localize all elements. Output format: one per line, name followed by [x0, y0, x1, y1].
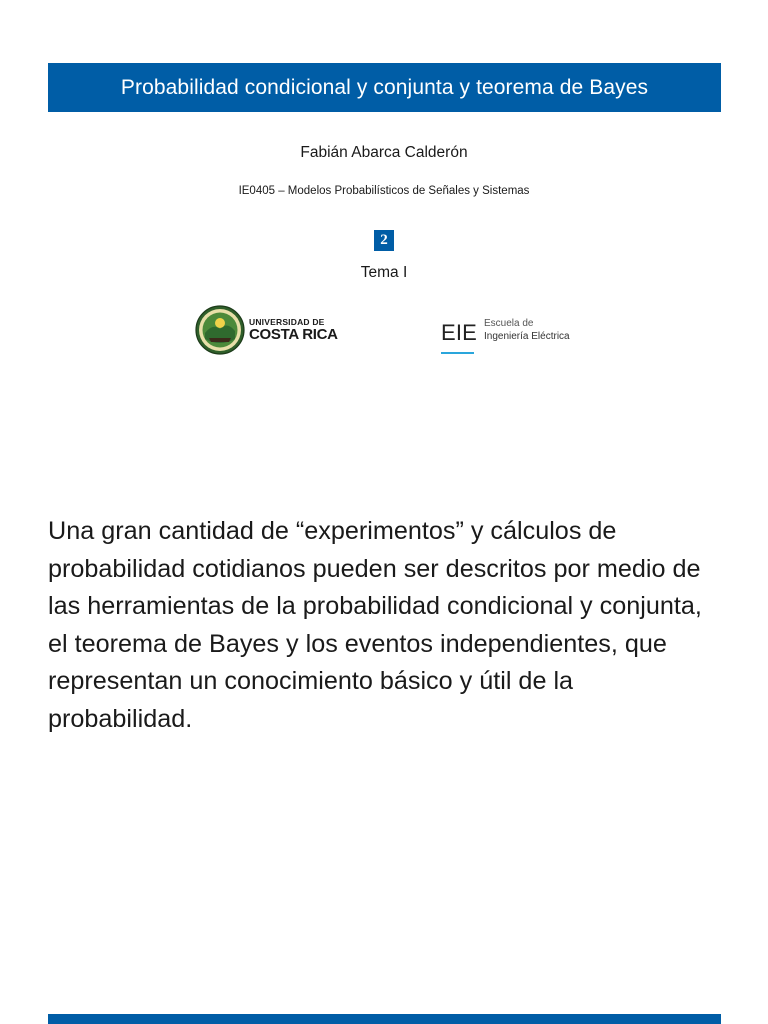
- ucr-seal-icon: [195, 305, 245, 355]
- course-name: IE0405 – Modelos Probabilísticos de Señales y Sistemas: [238, 185, 530, 197]
- ucr-logo-line2: COSTA RICA: [249, 326, 338, 344]
- title-banner: [48, 63, 721, 112]
- page-title: Probabilidad condicional y conjunta y teorema de Bayes: [120, 75, 649, 99]
- topic-label: Tema I: [360, 264, 408, 281]
- ucr-logo-line1: UNIVERSIDAD DE: [249, 316, 325, 327]
- eie-logo-line1: Escuela de: [484, 318, 534, 329]
- eie-acronym: EIE: [441, 320, 478, 345]
- footer-bar: [48, 1014, 721, 1024]
- ucr-logo: [195, 304, 338, 356]
- eie-underline: [441, 352, 474, 354]
- eie-logo: [441, 318, 570, 358]
- author-name: Fabián Abarca Calderón: [300, 144, 468, 161]
- body-paragraph: Una gran cantidad de “experimentos” y cálculos de probabilidad cotidianos pueden ser descritos por medio de las herramientas de la probabilidad condicional y conjunta, el teorema de Bayes y los eventos independientes, que representan un conocimiento básico y útil de la probabilidad.: [48, 517, 702, 733]
- eie-logo-line2: Ingeniería Eléctrica: [484, 330, 570, 342]
- lesson-number-badge: 2: [374, 230, 394, 251]
